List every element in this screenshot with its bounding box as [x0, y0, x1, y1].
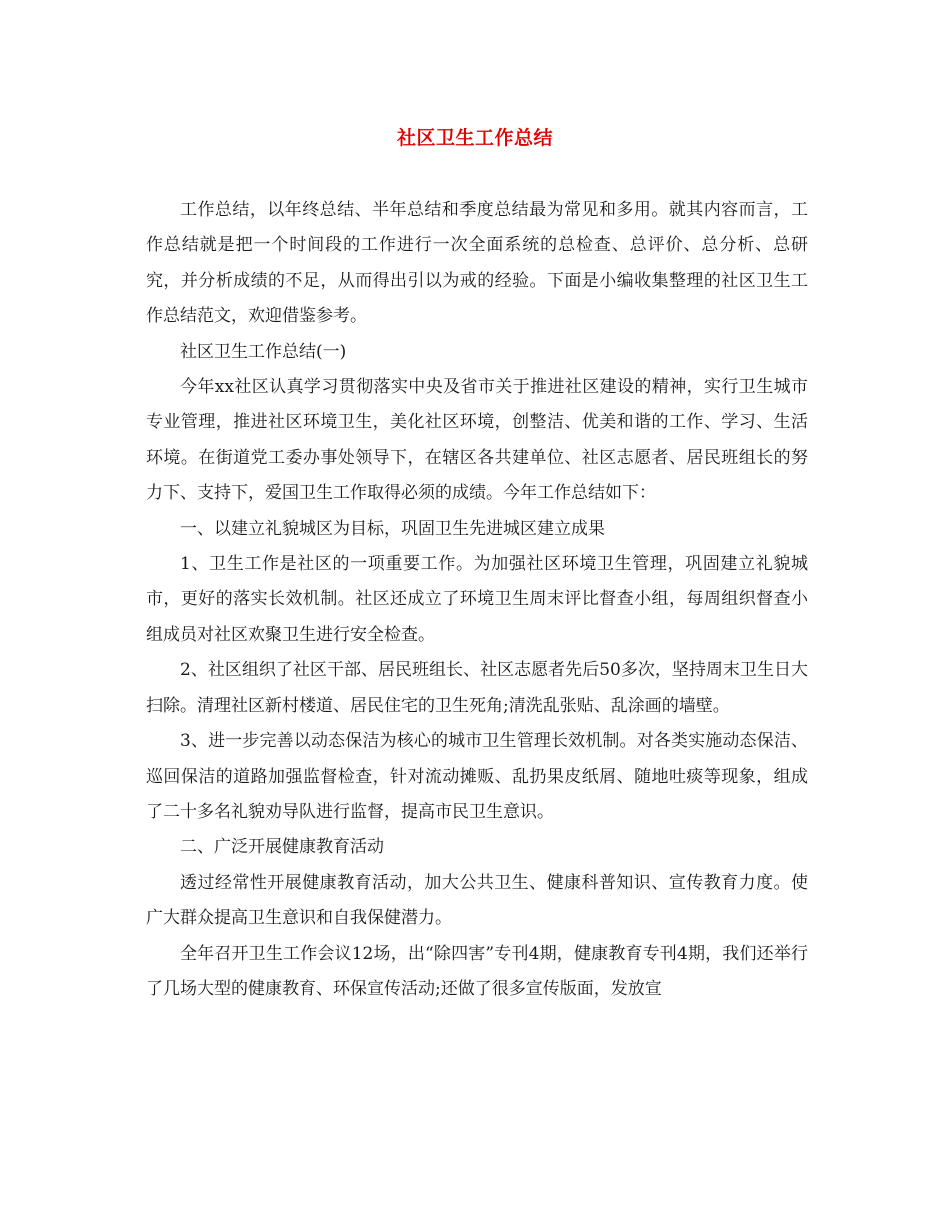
paragraph-item-3: 3、进一步完善以动态保洁为核心的城市卫生管理长效机制。对各类实施动态保洁、巡回保洁的道路加强监督检查，针对流动摊贩、乱扔果皮纸屑、随地吐痰等现象，组成了二十多名礼貌劝导队进行监督，提高市民卫生意识。: [146, 731, 808, 822]
paragraph-intro: 工作总结，以年终总结、半年总结和季度总结最为常见和多用。就其内容而言，工作总结就是把一个时间段的工作进行一次全面系统的总检查、总评价、总分析、总研究，并分析成绩的不足，从而得出引以为戒的经验。下面是小编收集整理的社区卫生工作总结范文，欢迎借鉴参考。: [146, 200, 808, 327]
document-body: [146, 193, 808, 1007]
section-heading-summary-one: 社区卫生工作总结(一): [180, 341, 347, 362]
paragraph-meetings: 全年召开卫生工作会议12场，出“除四害”专刊4期，健康教育专刊4期，我们还举行了几场大型的健康教育、环保宣传活动;还做了很多宣传版面，发放宣: [146, 943, 808, 999]
paragraph-overview: 今年xx社区认真学习贯彻落实中央及省市关于推进社区建设的精神，实行卫生城市专业管理，推进社区环境卫生，美化社区环境，创整洁、优美和谐的工作、学习、生活环境。在街道党工委办事处领导下，在辖区各共建单位、社区志愿者、居民班组长的努力下、支持下，爱国卫生工作取得必须的成绩。今年工作总结如下：: [146, 377, 808, 504]
paragraph-item-2: 2、社区组织了社区干部、居民班组长、社区志愿者先后50多次，坚持周末卫生日大扫除。清理社区新村楼道、居民住宅的卫生死角;清洗乱张贴、乱涂画的墙壁。: [146, 660, 808, 716]
document-title: 社区卫生工作总结: [396, 127, 553, 149]
paragraph-item-1: 1、卫生工作是社区的一项重要工作。为加强社区环境卫生管理，巩固建立礼貌城市，更好的落实长效机制。社区还成立了环境卫生周末评比督查小组，每周组织督查小组成员对社区欢聚卫生进行安全检查。: [146, 554, 808, 645]
section-heading-two: 二、广泛开展健康教育活动: [180, 837, 384, 858]
section-heading-one: 一、以建立礼貌城区为目标，巩固卫生先进城区建立成果: [180, 518, 605, 539]
paragraph-health-education: 透过经常性开展健康教育活动，加大公共卫生、健康科普知识、宣传教育力度。使广大群众提高卫生意识和自我保健潜力。: [146, 872, 808, 929]
